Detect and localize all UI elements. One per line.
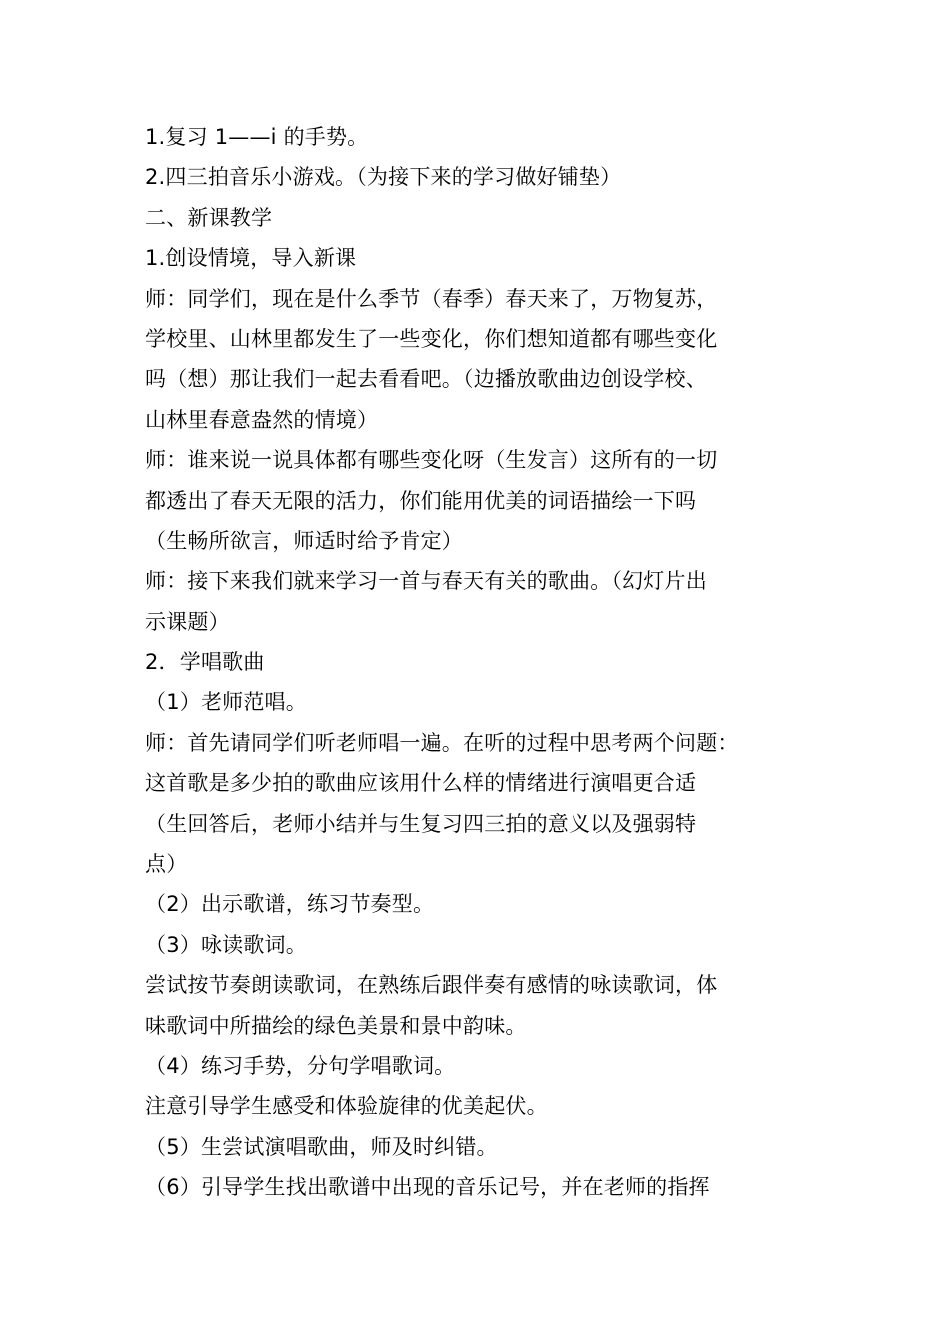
text-line: 这首歌是多少拍的歌曲应该用什么样的情绪进行演唱更合适 — [145, 771, 697, 796]
text-line: （2）出示歌谱，练习节奏型。 — [145, 892, 435, 917]
text-line: （1）老师范唱。 — [145, 690, 307, 715]
text-line: 注意引导学生感受和体验旋律的优美起伏。 — [145, 1094, 548, 1119]
text-line: 示课题） — [145, 609, 230, 634]
text-line: （4）练习手势，分句学唱歌词。 — [145, 1053, 456, 1078]
text-line: 尝试按节奏朗读歌词，在熟练后跟伴奏有感情的咏读歌词，体 — [145, 973, 718, 998]
subsection-heading: 2．学唱歌曲 — [145, 650, 265, 675]
text-line: （生回答后，老师小结并与生复习四三拍的意义以及强弱特 — [145, 811, 697, 836]
text-line: （生畅所欲言，师适时给予肯定） — [145, 528, 463, 553]
text-line: （3）咏读歌词。 — [145, 932, 307, 957]
text-line: 点） — [145, 852, 188, 877]
text-line: 师：谁来说一说具体都有哪些变化呀（生发言）这所有的一切 — [145, 448, 718, 473]
text-line: 吗（想）那让我们一起去看看吧。（边播放歌曲边创设学校、 — [145, 367, 707, 392]
text-line: 学校里、山林里都发生了一些变化，你们想知道都有哪些变化 — [145, 326, 718, 351]
text-line: （5）生尝试演唱歌曲，师及时纠错。 — [145, 1134, 498, 1159]
text-line: （6）引导学生找出歌谱中出现的音乐记号，并在老师的指挥 — [145, 1175, 710, 1200]
text-line: 都透出了春天无限的活力，你们能用优美的词语描绘一下吗 — [145, 488, 697, 513]
text-line: 1.复习 1——i 的手势。 — [145, 125, 369, 149]
text-line: 2.四三拍音乐小游戏。（为接下来的学习做好铺垫） — [145, 165, 622, 190]
text-line: 师：接下来我们就来学习一首与春天有关的歌曲。（幻灯片出 — [145, 569, 707, 594]
text-line: 师：首先请同学们听老师唱一遍。在听的过程中思考两个问题： — [145, 730, 739, 755]
section-heading: 二、新课教学 — [145, 205, 273, 230]
document-body — [145, 117, 775, 1208]
text-line: 师：同学们，现在是什么季节（春季）春天来了，万物复苏， — [145, 286, 718, 311]
subsection-heading: 1.创设情境，导入新课 — [145, 246, 357, 271]
text-line: 味歌词中所描绘的绿色美景和景中韵味。 — [145, 1013, 527, 1038]
text-line: 山林里春意盎然的情境） — [145, 407, 379, 432]
